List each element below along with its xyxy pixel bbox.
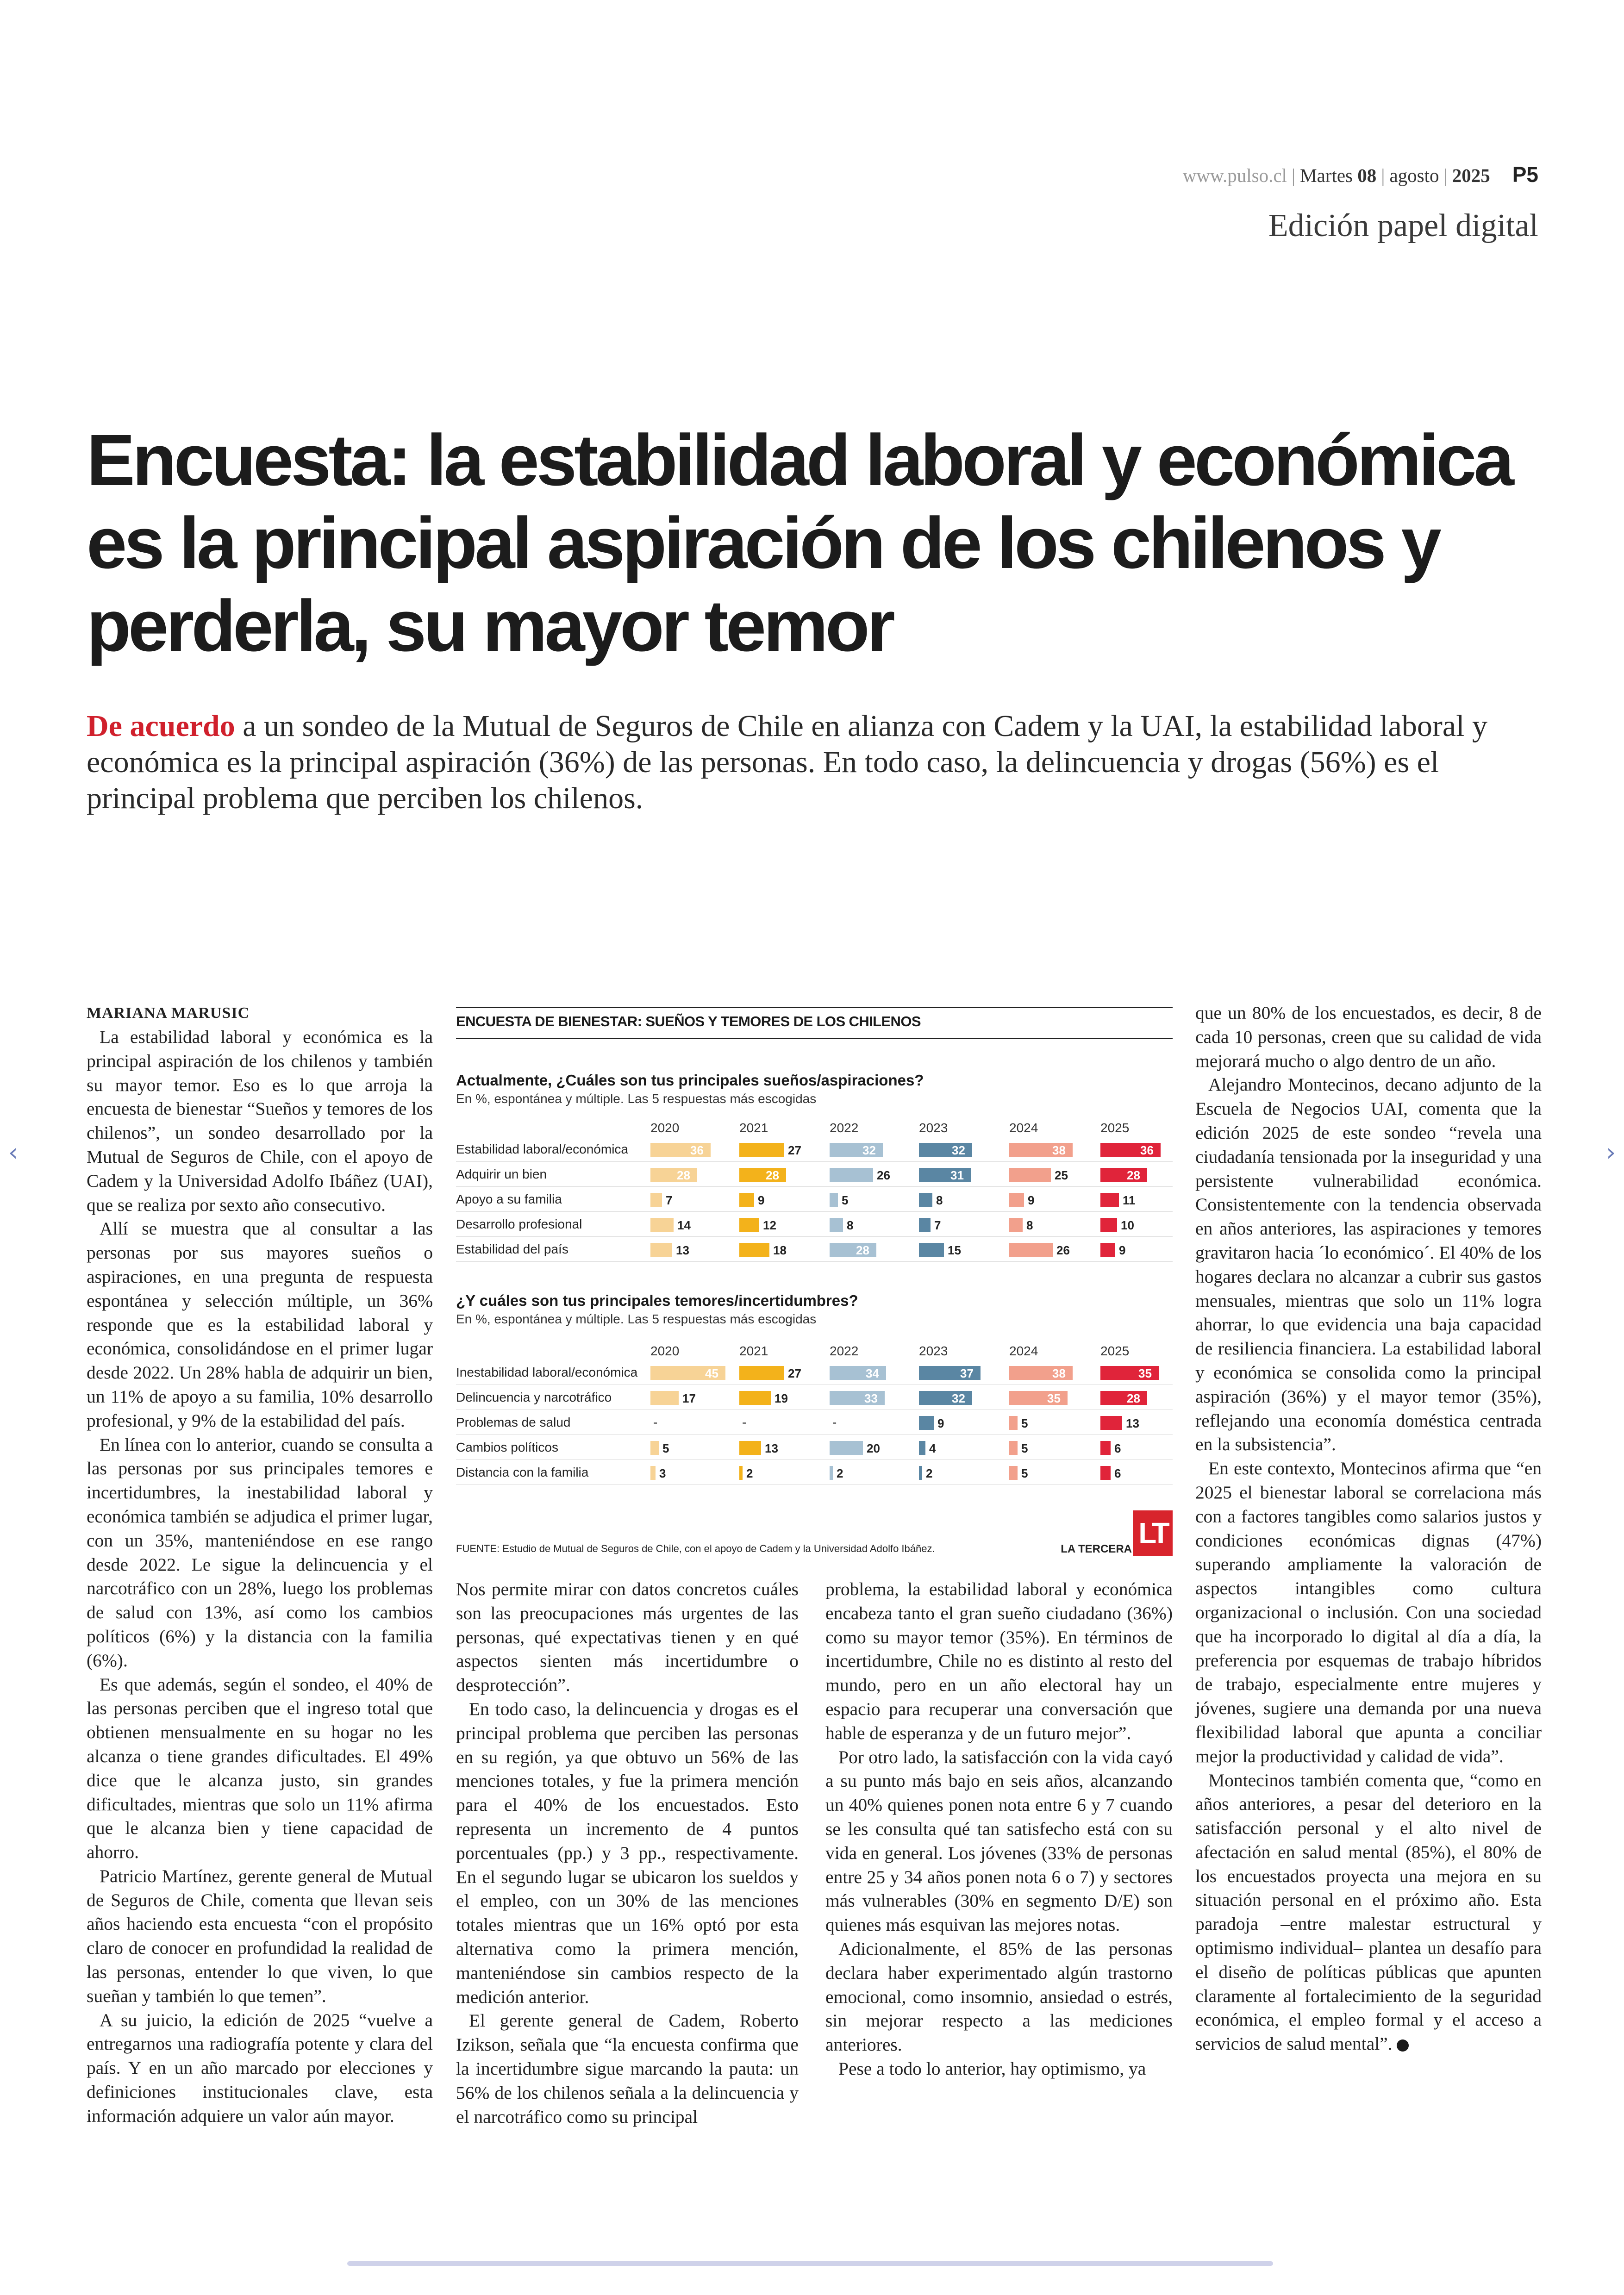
row-label: Desarrollo profesional bbox=[456, 1217, 582, 1231]
bar bbox=[919, 1441, 925, 1455]
bar bbox=[1009, 1243, 1053, 1257]
bar-value-label: 8 bbox=[847, 1218, 854, 1232]
bar-value-label: 36 bbox=[1140, 1143, 1154, 1157]
chart-subtitle: En %, espontánea y múltiple. Las 5 respuestas más escogidas bbox=[456, 1091, 817, 1106]
bar-value-label: 28 bbox=[1127, 1391, 1140, 1405]
bar-value-label: 3 bbox=[659, 1466, 666, 1480]
bar bbox=[830, 1193, 838, 1207]
bar-value-label: 28 bbox=[1127, 1168, 1140, 1182]
bar-value-label: 26 bbox=[877, 1168, 890, 1182]
paragraph: Allí se muestra que al consultar a las personas por sus mayores sueños o aspiraciones, en una pregunta de respuesta espontánea y selección múltiple, un 36% responde que es la estabilidad laboral y económica, consolidándose en el primer lugar desde 2022. Un 28% habla de adquirir un bien, un 11% de apoyo a su familia, 10% desarrollo profesional, y 9% de la estabilidad del país. bbox=[87, 1218, 433, 1431]
bar-value-label: 38 bbox=[1052, 1143, 1066, 1157]
year-label: 2024 bbox=[1009, 1344, 1038, 1358]
bar-value-label: 5 bbox=[1021, 1416, 1028, 1430]
previous-page-arrow-icon[interactable]: ‹ bbox=[8, 1139, 18, 1166]
article-column-3 bbox=[825, 1578, 1173, 2081]
bar-value-label: 6 bbox=[1114, 1441, 1121, 1455]
paragraph: problema, la estabilidad laboral y económica encabeza tanto el gran sueño ciudadano (36%) como su mayor temor (35%). En términos de incertidumbre, Chile no es distinto al resto del mundo, pero en un año electoral hay un espacio para recuperar una conversación que hable de esperanza y de un futuro mejor”. bbox=[825, 1579, 1173, 1743]
bar-value-label: 38 bbox=[1052, 1366, 1066, 1380]
bar bbox=[739, 1193, 754, 1207]
paragraph: Es que además, según el sondeo, el 40% de las personas perciben que el ingreso total que obtienen mensualmente en su hogar no les alcanza o tiene grandes dificultades. El 49% dice que le alcanza justo, sin grandes dificultades, mientras que solo un 11% afirma que le alcanza bien y tiene capacidad de ahorro. bbox=[87, 1674, 433, 1863]
bar-value-label: 18 bbox=[773, 1243, 787, 1257]
paragraph: El gerente general de Cadem, Roberto Izikson, señala que “la encuesta confirma que la incertidumbre sigue marcando la pauta: un 56% de los chilenos señala a la delincuencia y el narcotráfico como su principal bbox=[456, 2010, 799, 2127]
row-separator bbox=[456, 1484, 1173, 1485]
paragraph: A su juicio, la edición de 2025 “vuelve a entregarnos una radiografía potente y clara del país. Y en un año marcado por elecciones y definiciones institucionales clave, esta información adquiere un valor aún mayor. bbox=[87, 2009, 433, 2126]
next-page-arrow-icon[interactable]: › bbox=[1606, 1139, 1616, 1166]
row-label: Adquirir un bien bbox=[456, 1167, 547, 1181]
site-url: www.pulso.cl bbox=[1182, 165, 1287, 186]
bar bbox=[739, 1143, 784, 1157]
bar bbox=[1100, 1193, 1119, 1207]
bar bbox=[1100, 1441, 1111, 1455]
end-mark-icon: ● bbox=[1397, 2039, 1409, 2052]
paragraph: Adicionalmente, el 85% de las personas declara haber experimentado algún trastorno emocional, como insomnio, ansiedad o estrés, sin mejorar respecto a las mediciones anteriores. bbox=[825, 1938, 1173, 2055]
chart-subtitle: En %, espontánea y múltiple. Las 5 respuestas más escogidas bbox=[456, 1312, 817, 1326]
bar bbox=[650, 1466, 656, 1480]
article-column-1 bbox=[87, 1001, 433, 2128]
bar bbox=[739, 1243, 769, 1257]
paragraph: Pese a todo lo anterior, hay optimismo, ya bbox=[838, 2058, 1146, 2079]
bar-value-label: 13 bbox=[765, 1441, 778, 1455]
bar bbox=[830, 1441, 863, 1455]
row-label: Cambios políticos bbox=[456, 1440, 558, 1454]
bar-value-label: 13 bbox=[1126, 1416, 1139, 1430]
bar bbox=[1009, 1441, 1018, 1455]
row-separator bbox=[456, 1236, 1173, 1237]
masthead-month: agosto bbox=[1389, 165, 1439, 186]
deck bbox=[87, 708, 1545, 817]
bar bbox=[1009, 1466, 1018, 1480]
paragraph: En este contexto, Montecinos afirma que “en 2025 el bienestar laboral se correlaciona más con a factores tangibles como salarios justos y condiciones económicas dignas (47%) superando ampliamente la valoración de aspectos intangibles como cultura organizacional o inclusión. Con una sociedad que ha incorporado lo digital al día a día, la preferencia por esquemas de trabajo híbridos de trabajo, especialmente entre mujeres y jóvenes, sugiere una demanda por una nueva flexibilidad laboral que apunta a conciliar mejor la productividad y calidad de vida”. bbox=[1195, 1458, 1542, 1766]
masthead: www.pulso.cl | Martes 08 | agosto | 2025 P5 bbox=[1182, 162, 1538, 187]
row-separator bbox=[456, 1459, 1173, 1460]
paragraph: que un 80% de los encuestados, es decir, 8 de cada 10 personas, creen que su calidad de vida mejorará mucho o algo dentro de un año. bbox=[1195, 1003, 1542, 1071]
bar-value-label: 34 bbox=[866, 1366, 879, 1380]
bar bbox=[830, 1466, 833, 1480]
bar bbox=[1100, 1243, 1115, 1257]
bar-value-label: 36 bbox=[690, 1143, 704, 1157]
bar-value-label: 7 bbox=[934, 1218, 941, 1232]
infographic-top-rule bbox=[456, 1007, 1173, 1008]
bar bbox=[830, 1218, 843, 1232]
bar-value-label: 28 bbox=[856, 1243, 869, 1257]
infographic-title-rule bbox=[456, 1038, 1173, 1039]
masthead-date: 08 bbox=[1357, 165, 1377, 186]
bar-value-label: 27 bbox=[788, 1143, 801, 1157]
bar-value-label: 8 bbox=[936, 1193, 943, 1207]
infographic bbox=[456, 1007, 1173, 1569]
bar-value-label: 9 bbox=[1028, 1193, 1035, 1207]
paragraph: En todo caso, la delincuencia y drogas es el principal problema que perciben las personas en su región, ya que obtuvo un 56% de las menciones totales, y fue la primera mención para el 40% de los encuestados. Esto representa un incremento de 4 puntos porcentuales (pp.) y 3 pp., respectivamente. En el segundo lugar se ubicaron los sueldos y el empleo, con un 30% de las menciones totales mientras que un 16% optó por esta alternativa como la primera mención, manteniéndose sin cambios respecto de la medición anterior. bbox=[456, 1698, 799, 2007]
bar bbox=[919, 1218, 931, 1232]
bar-value-label: 28 bbox=[766, 1168, 779, 1182]
year-label: 2020 bbox=[650, 1344, 680, 1358]
no-data-mark: - bbox=[742, 1415, 747, 1429]
bar-value-label: 10 bbox=[1121, 1218, 1134, 1232]
bar-value-label: 5 bbox=[1021, 1441, 1028, 1455]
paragraph: Nos permite mirar con datos concretos cuáles son las preocupaciones más urgentes de las personas, qué expectativas tienen y en qué aspectos sienten más incertidumbre o desprotección”. bbox=[456, 1579, 799, 1696]
bar bbox=[1009, 1193, 1024, 1207]
brand-label: LA TERCERA bbox=[1061, 1543, 1132, 1555]
bar-value-label: 12 bbox=[763, 1218, 776, 1232]
bar-value-label: 14 bbox=[677, 1218, 691, 1232]
row-separator bbox=[456, 1434, 1173, 1435]
paragraph: La estabilidad laboral y económica es la principal aspiración de los chilenos y también su mayor temor. Eso es lo que arroja la encuesta de bienestar “Sueños y temores de los chilenos”, un sondeo desarrollado por la Mutual de Seguros de Chile, con el apoyo de Cadem y la Universidad Adolfo Ibáñez (UAI), que se realiza por sexto año consecutivo. bbox=[87, 1027, 433, 1215]
byline: MARIANA MARUSIC bbox=[87, 1004, 250, 1022]
bar bbox=[650, 1193, 662, 1207]
row-label: Delincuencia y narcotráfico bbox=[456, 1390, 612, 1404]
bar bbox=[739, 1466, 743, 1480]
infographic-title: ENCUESTA DE BIENESTAR: SUEÑOS Y TEMORES DE LOS CHILENOS bbox=[456, 1013, 921, 1029]
bar-value-label: 37 bbox=[960, 1366, 974, 1380]
paragraph: Patricio Martínez, gerente general de Mutual de Seguros de Chile, comenta que llevan seis años haciendo esta encuesta “con el propósito claro de conocer en profundidad la realidad de las personas, entender lo que viven, lo que sueñan y también lo que temen”. bbox=[87, 1865, 433, 2006]
year-label: 2025 bbox=[1100, 1344, 1130, 1358]
bar bbox=[1009, 1416, 1018, 1430]
row-label: Problemas de salud bbox=[456, 1415, 571, 1429]
bar-value-label: 35 bbox=[1047, 1391, 1061, 1405]
year-label: 2021 bbox=[739, 1121, 768, 1135]
bar-value-label: 20 bbox=[867, 1441, 880, 1455]
row-label: Estabilidad del país bbox=[456, 1242, 568, 1256]
chart-title: Actualmente, ¿Cuáles son tus principales sueños/aspiraciones? bbox=[456, 1072, 924, 1089]
row-separator bbox=[456, 1211, 1173, 1212]
bar-value-label: 4 bbox=[929, 1441, 936, 1455]
bar-value-label: 5 bbox=[842, 1193, 849, 1207]
paragraph: En línea con lo anterior, cuando se consulta a las personas por sus principales temores e incertidumbres, la inestabilidad laboral y económica también se adjudica el primer lugar, con un 35%, manteniéndose en ese rango desde 2022. Le sigue la delincuencia y el narcotráfico con un 28%, luego los problemas de salud con 13%, así como los cambios políticos (6%) y la distancia con la familia (6%). bbox=[87, 1434, 433, 1671]
bar-value-label: 33 bbox=[864, 1391, 878, 1405]
bar-value-label: 19 bbox=[775, 1391, 788, 1405]
bar-value-label: 13 bbox=[676, 1243, 689, 1257]
bar bbox=[1009, 1218, 1023, 1232]
bar bbox=[1100, 1466, 1111, 1480]
headline: Encuesta: la estabilidad laboral y económica es la principal aspiración de los chilenos y perderla, su mayor temor bbox=[87, 420, 1512, 667]
bar-value-label: 31 bbox=[950, 1168, 964, 1182]
bar bbox=[830, 1168, 873, 1182]
bar bbox=[739, 1441, 761, 1455]
year-label: 2021 bbox=[739, 1344, 768, 1358]
no-data-mark: - bbox=[653, 1415, 658, 1429]
row-separator bbox=[456, 1261, 1173, 1262]
page-number: P5 bbox=[1512, 162, 1538, 187]
paragraph: Por otro lado, la satisfacción con la vida cayó a su punto más bajo en seis años, alcanzando un 40% quienes ponen nota entre 6 y 7 cuando se les consulta qué tan satisfecho está con su vida en general. Los jóvenes (33% de personas entre 25 y 34 años ponen nota 6 o 7) y sectores más vulnerables (30% en segmento D/E) son quienes más esquivan las mejores notas. bbox=[825, 1746, 1173, 1935]
bar bbox=[650, 1391, 679, 1405]
bar-value-label: 45 bbox=[705, 1366, 718, 1380]
article-column-2 bbox=[456, 1578, 799, 2129]
bar-value-label: 2 bbox=[746, 1466, 753, 1480]
bar-value-label: 26 bbox=[1056, 1243, 1070, 1257]
bar-value-label: 6 bbox=[1114, 1466, 1121, 1480]
source-note: FUENTE: Estudio de Mutual de Seguros de Chile, con el apoyo de Cadem y la Universidad Adolfo Ibáñez. bbox=[456, 1543, 935, 1554]
year-label: 2020 bbox=[650, 1121, 680, 1135]
row-label: Distancia con la familia bbox=[456, 1465, 589, 1479]
bar bbox=[1100, 1416, 1122, 1430]
bar bbox=[919, 1466, 922, 1480]
bar-value-label: 28 bbox=[677, 1168, 690, 1182]
year-label: 2022 bbox=[830, 1121, 859, 1135]
deck-text: a un sondeo de la Mutual de Seguros de Chile en alianza con Cadem y la UAI, la estabilidad laboral y económica es la principal aspiración (36%) de las personas. En todo caso, la delincuencia y drogas (56%) es el principal problema que perciben los chilenos. bbox=[87, 709, 1487, 815]
row-label: Estabilidad laboral/económica bbox=[456, 1142, 628, 1156]
row-separator bbox=[456, 1409, 1173, 1410]
bar bbox=[650, 1243, 672, 1257]
row-separator bbox=[456, 1161, 1173, 1162]
paragraph-text: Montecinos también comenta que, “como en años anteriores, a pesar del deterioro en la satisfacción personal y el alto nivel de afectación en salud mental (85%), el 80% de los encuestados proyecta una mejora en su situación personal en el próximo año. Esta paradoja –entre malestar estructural y optimismo individual– plantea un desafío para el diseño de políticas públicas que apunten claramente al fortalecimiento de la seguridad económica, el empleo formal y el acceso a servicios de salud mental”. bbox=[1195, 1770, 1542, 2054]
bar-value-label: 7 bbox=[666, 1193, 673, 1207]
bar bbox=[739, 1391, 771, 1405]
year-label: 2024 bbox=[1009, 1121, 1038, 1135]
bar bbox=[739, 1218, 759, 1232]
bar-value-label: 5 bbox=[662, 1441, 669, 1455]
year-label: 2023 bbox=[919, 1344, 948, 1358]
bar bbox=[650, 1218, 674, 1232]
horizontal-scrollbar[interactable] bbox=[347, 2261, 1273, 2266]
bar bbox=[1009, 1168, 1051, 1182]
bar bbox=[650, 1441, 659, 1455]
chart-title: ¿Y cuáles son tus principales temores/incertidumbres? bbox=[456, 1292, 858, 1309]
bar-value-label: 9 bbox=[937, 1416, 944, 1430]
article-column-4 bbox=[1195, 1001, 1542, 2056]
la-tercera-logo: LT bbox=[1133, 1510, 1173, 1556]
bar-value-label: 9 bbox=[758, 1193, 765, 1207]
row-separator bbox=[456, 1186, 1173, 1187]
row-separator bbox=[456, 1384, 1173, 1385]
row-label: Inestabilidad laboral/económica bbox=[456, 1365, 638, 1379]
bar bbox=[919, 1416, 934, 1430]
masthead-day: Martes bbox=[1300, 165, 1353, 186]
bar-value-label: 9 bbox=[1119, 1243, 1126, 1257]
masthead-year: 2025 bbox=[1452, 165, 1490, 186]
bar bbox=[919, 1243, 944, 1257]
bar bbox=[739, 1366, 784, 1380]
year-label: 2022 bbox=[830, 1344, 859, 1358]
year-label: 2023 bbox=[919, 1121, 948, 1135]
bar-value-label: 32 bbox=[952, 1391, 965, 1405]
bar-value-label: 15 bbox=[948, 1243, 961, 1257]
year-label: 2025 bbox=[1100, 1121, 1130, 1135]
paragraph: Alejandro Montecinos, decano adjunto de la Escuela de Negocios UAI, comenta que la edición 2025 de este sondeo “revela una ciudadanía tensionada por la inseguridad y una persistente vulnerabilidad económica. Consistentemente con la tendencia observada en años anteriores, las aspiraciones y temores gravitaron hacia ´lo económico´. El 40% de los hogares declara no alcanzar a cubrir sus gastos mensuales, mientras que solo un 11% logra ahorrar, lo que evidencia una baja capacidad de resiliencia financiera. La estabilidad laboral y económica se consolida como la principal aspiración (36%) y el mayor temor (35%), reflejando una economía doméstica centrada en la subsistencia”. bbox=[1195, 1074, 1542, 1455]
bar-value-label: 17 bbox=[682, 1391, 696, 1405]
bar-value-label: 27 bbox=[788, 1366, 801, 1380]
bar bbox=[919, 1193, 932, 1207]
bar-value-label: 5 bbox=[1021, 1466, 1028, 1480]
bar-value-label: 32 bbox=[952, 1143, 965, 1157]
paragraph bbox=[1195, 1769, 1542, 2057]
bar-value-label: 2 bbox=[926, 1466, 933, 1480]
bar-value-label: 11 bbox=[1123, 1193, 1136, 1207]
row-label: Apoyo a su familia bbox=[456, 1192, 562, 1206]
bar-value-label: 32 bbox=[862, 1143, 876, 1157]
no-data-mark: - bbox=[832, 1415, 837, 1429]
bar-value-label: 35 bbox=[1138, 1366, 1152, 1380]
bar bbox=[1100, 1218, 1117, 1232]
bar-value-label: 8 bbox=[1026, 1218, 1033, 1232]
bar-value-label: 25 bbox=[1055, 1168, 1068, 1182]
deck-lead: De acuerdo bbox=[87, 709, 235, 743]
edition-label: Edición papel digital bbox=[1268, 208, 1538, 243]
bar-value-label: 2 bbox=[837, 1466, 843, 1480]
